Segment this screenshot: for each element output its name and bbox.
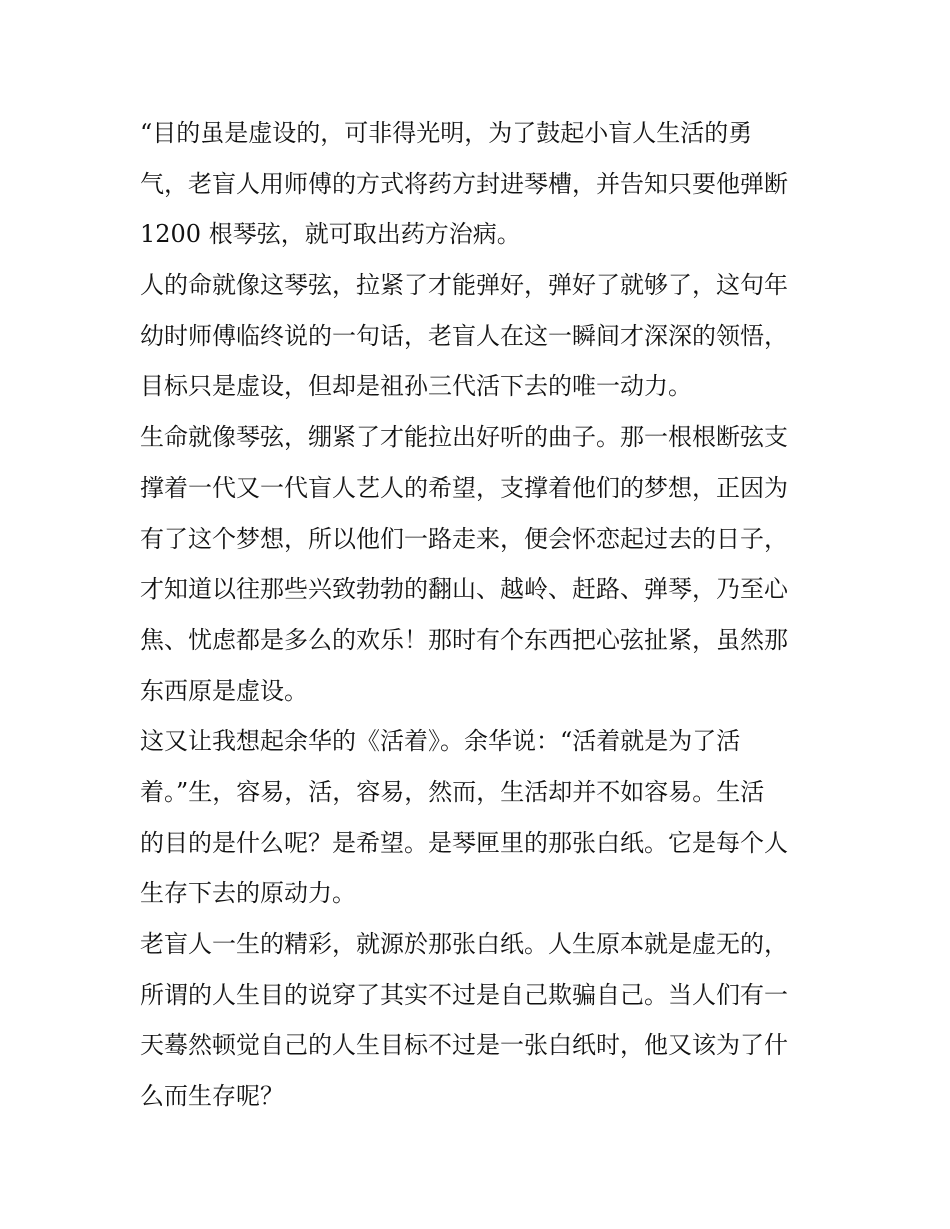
text-line: 撑着一代又一代盲人艺人的希望，支撑着他们的梦想，正因为 (140, 473, 788, 502)
text-line: 所谓的人生目的说穿了其实不过是自己欺骗自己。当人们有一 (140, 980, 788, 1009)
text-line: 焦、忧虑都是多么的欢乐！那时有个东西把心弦扯紧，虽然那 (140, 625, 788, 654)
text-line: 生存下去的原动力。 (140, 879, 356, 908)
text-line: 目标只是虚设，但却是祖孙三代活下去的唯一动力。 (140, 372, 692, 401)
text-line: 才知道以往那些兴致勃勃的翻山、越岭、赶路、弹琴，乃至心 (140, 575, 788, 604)
text-line: 1200 根琴弦，就可取出药方治病。 (140, 220, 521, 249)
text-line: 着。”生，容易，活，容易，然而，生活却并不如容易。生活 (140, 777, 765, 806)
text-line: 有了这个梦想，所以他们一路走来，便会怀恋起过去的日子， (140, 524, 788, 553)
text-line: 人的命就像这琴弦，拉紧了才能弹好，弹好了就够了，这句年 (140, 271, 788, 300)
text-line: 么而生存呢？ (140, 1082, 284, 1111)
text-line: 气，老盲人用师傅的方式将药方封进琴槽，并告知只要他弹断 (140, 169, 788, 198)
text-line: “目的虽是虚设的，可非得光明，为了鼓起小盲人生活的勇 (140, 119, 753, 147)
text-line: 幼时师傅临终说的一句话，老盲人在这一瞬间才深深的领悟， (140, 321, 788, 350)
text-line: 天蓦然顿觉自己的人生目标不过是一张白纸时，他又该为了什 (140, 1031, 788, 1060)
text-line: 生命就像琴弦，绷紧了才能拉出好听的曲子。那一根根断弦支 (140, 423, 788, 452)
text-line: 这又让我想起余华的《活着》。余华说：“活着就是为了活 (140, 727, 741, 756)
document-body (140, 108, 815, 1122)
text-line: 东西原是虚设。 (140, 676, 308, 705)
text-line: 老盲人一生的精彩，就源於那张白纸。人生原本就是虚无的， (140, 930, 788, 958)
text-line: 的目的是什么呢？是希望。是琴匣里的那张白纸。它是每个人 (140, 828, 788, 857)
